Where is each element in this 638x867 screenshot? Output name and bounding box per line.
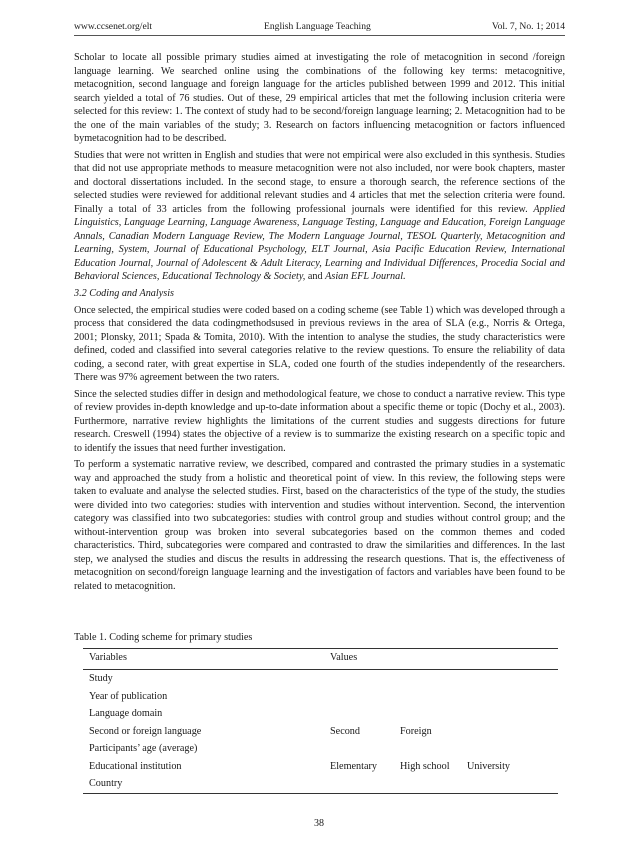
journal-list-last: Asian EFL Journal.: [325, 271, 406, 283]
table-row: [83, 688, 558, 706]
table-row: [83, 740, 558, 758]
paragraph-search-method: Scholar to locate all possible primary studies aimed at investigating the role of metacognition in second /foreign language learning. We searched online using the combinations of the following key terms: metacognitive, metacognition, second language and foreign language for the articles published between 1999 and 2012. This initial search yielded a total of 76 studies. Out of these, 29 empirical articles that met the following inclusion criteria were selected for this review: 1. The context of study had to be second/foreign language learning; 2. Metacognition had to be the one of the main variables of the study; 3. Research on factors influencing metacognition or factors influenced bymetacognition had to be described.: [74, 52, 565, 144]
journal-title: English Language Teaching: [264, 21, 371, 32]
row-variable: Study: [89, 673, 113, 684]
table-row: [83, 670, 558, 688]
row-value-3: University: [467, 760, 511, 772]
journal-list-and: and: [307, 271, 323, 283]
table-row: [83, 758, 558, 776]
table-row: [83, 775, 558, 793]
page-number: 38: [314, 818, 324, 829]
row-value-2: High school: [400, 760, 450, 772]
table-row: [83, 723, 558, 741]
row-variable: Second or foreign language: [89, 725, 202, 737]
table-row: [83, 705, 558, 723]
section-heading: 3.2 Coding and Analysis: [74, 287, 174, 299]
volume-info: Vol. 7, No. 1; 2014: [491, 21, 565, 32]
journal-list: Applied Linguistics, Language Learning, Language Awareness, Language Testing, Language and Education, Foreign Language Annals, Canadian Modern Language Review, The Modern Language Journal, TESOL Quarterly, Metacognition and Learning, System, Journal of Educational Psychology, ELT Journal, Asia Pacific Education Review, International Education Journal, Journal of Adolescent & Adult Literacy, Learning and Individual Differences, Procedia Social and Behavioral Sciences, Educational Technology & Society,: [74, 203, 566, 283]
row-value-2: Foreign: [400, 725, 432, 737]
row-variable: Language domain: [89, 708, 163, 719]
paragraph-exclusion-text: Studies that were not written in English and studies that were not empirical were also excluded in this synthesis. Studies that did not use appropriate methods to measure metacognition were not also included, nor were book chapters, master and doctoral dissertations included. In the second stage, to ensure a thorough search, the reference sections of the selected studies were reviewed for additional relevant studies and 4 articles that met the selection criteria were found. Finally a total of 33 articles from the following professional journals were identified for this review.: [74, 149, 565, 215]
row-variable: Country: [89, 778, 123, 789]
paragraph-exclusion-criteria: [74, 149, 565, 284]
header-variables: Variables: [89, 652, 127, 663]
row-variable: Year of publication: [89, 690, 168, 702]
row-variable: Participants’ age (average): [89, 743, 198, 754]
row-variable: Educational institution: [89, 760, 182, 772]
paragraph-narrative-review: Since the selected studies differ in design and methodological feature, we chose to conduct a narrative review. This type of review provides in-depth knowledge and up-to-date information about a specific theme or topic (Dochy et al., 2003). Furthermore, narrative review highlights the limitations of the current studies and suggests directions for future research. Creswell (1994) states the objective of a review is to summarize the existing research on a specific topic and to identify the issues that need further investigation.: [74, 388, 565, 454]
table-caption: Table 1. Coding scheme for primary studies: [74, 632, 253, 643]
header-values: Values: [330, 652, 358, 663]
paragraph-review-steps: To perform a systematic narrative review, we described, compared and contrasted the primary studies in a systematic way and approached the study from a holistic and theoretical point of view. In this review, the following steps were taken to evaluate and analyse the selected studies. First, based on the characteristics of the type of the study, the studies were divided into two categories: studies with intervention and studies without intervention. Second, the intervention category was classified into two subcategories: studies with control group and studies without control group; and the without-intervention group was broken into several subcategories based on the common themes and coded characteristics. Third, subcategories were compared and contrasted to draw the similarities and differences. In the last step, we analysed the studies and discus the results in addressing the research questions. That is, the effectiveness of metacognition on second/foreign language learning and the investigation of factors and variables have been found to be related to metacognition.: [74, 459, 565, 592]
table-bottom-rule: [83, 793, 558, 794]
coding-scheme-table: [83, 648, 558, 794]
running-header: [74, 21, 565, 36]
paragraph-coding: Once selected, the empirical studies were coded based on a coding scheme (see Table 1) which was developed through a process that considered the data codingmethodsused in previous reviews in the area of SLA (e.g., Norris & Ortega, 2001; Plonsky, 2011; Spada & Tomita, 2010). With the intention to analyse the studies, the study characteristics were defined, coded and classified into several categories relative to the review questions. To ensure the reliability of data coding, a second rater, with great expertise in SLA, coded one fourth of the studies independently of the researchers. There was 97% agreement between the two raters.: [74, 304, 565, 384]
article-body: [74, 51, 565, 597]
table-header-row: [83, 649, 558, 670]
row-value-1: Elementary: [330, 760, 377, 772]
row-value-1: Second: [330, 725, 360, 737]
journal-url: www.ccsenet.org/elt: [74, 21, 153, 32]
